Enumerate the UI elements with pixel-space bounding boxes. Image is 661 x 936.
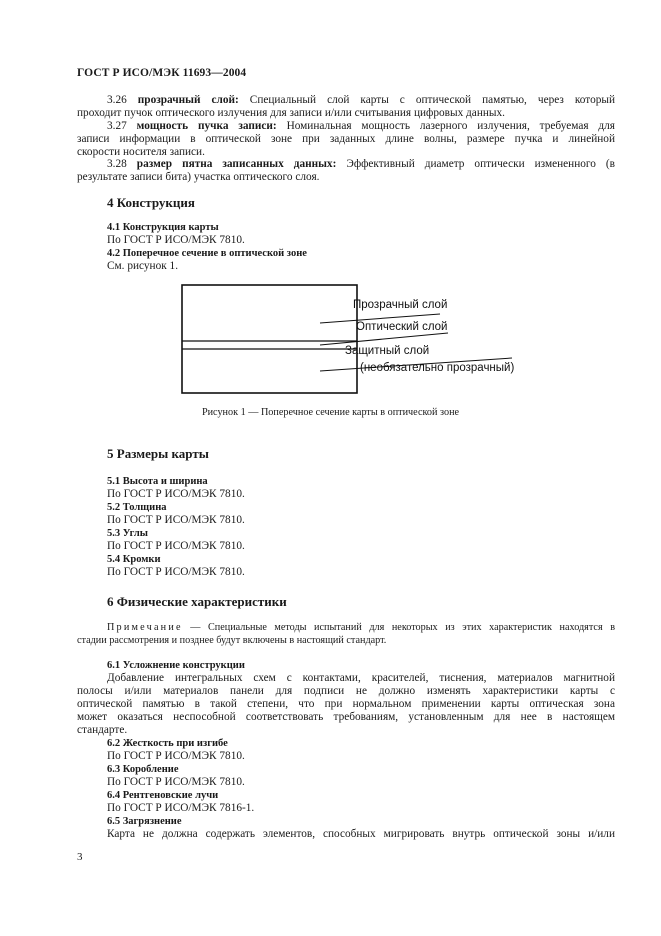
section-4-1-text: По ГОСТ Р ИСО/МЭК 7810.: [107, 234, 245, 246]
card-outline: [182, 285, 357, 393]
section-5-3-title: 5.3 Углы: [107, 528, 148, 539]
page-number: 3: [77, 851, 83, 863]
section-4-2-text: См. рисунок 1.: [107, 260, 179, 272]
section-4-heading: 4 Конструкция: [107, 195, 195, 210]
section-6-3-text: По ГОСТ Р ИСО/МЭК 7810.: [107, 776, 245, 788]
section-6-2-text: По ГОСТ Р ИСО/МЭК 7810.: [107, 750, 245, 762]
section-6-1-line-1: Добавление интегральных схем с контактами, красителей, тиснения, материалов магнитной: [107, 672, 615, 684]
section-6-2-title: 6.2 Жесткость при изгибе: [107, 738, 228, 749]
section-5-2-title: 5.2 Толщина: [107, 502, 167, 513]
section-4-1-title: 4.1 Конструкция карты: [107, 222, 219, 233]
section-5-4-title: 5.4 Кромки: [107, 554, 161, 565]
section-4-2-title: 4.2 Поперечное сечение в оптической зоне: [107, 248, 307, 259]
figure-caption: Рисунок 1 — Поперечное сечение карты в оптической зоне: [201, 407, 460, 418]
term-3-27-line-2: записи информации в оптической зоне при заданных длине волны, размере пучка и линейной: [77, 133, 615, 145]
note-label: Примечание: [107, 622, 183, 633]
section-5-1-text: По ГОСТ Р ИСО/МЭК 7810.: [107, 488, 245, 500]
section-6-4-title: 6.4 Рентгеновские лучи: [107, 790, 219, 801]
note-line-1: [107, 621, 615, 634]
term-3-28-line-2: результате записи бита) участка оптического слоя.: [77, 171, 320, 183]
term-definition: Специальный слой карты с оптической памятью, через который: [249, 94, 615, 106]
label-protective-layer: Защитный слой: [345, 345, 430, 357]
section-5-4-text: По ГОСТ Р ИСО/МЭК 7810.: [107, 566, 245, 578]
leader-optical-layer: [320, 333, 448, 345]
section-6-4-text: По ГОСТ Р ИСО/МЭК 7816-1.: [107, 802, 255, 814]
label-optical-layer: Оптический слой: [356, 321, 448, 333]
term-name: прозрачный слой:: [137, 94, 239, 106]
running-head: ГОСТ Р ИСО/МЭК 11693—2004: [77, 67, 247, 79]
section-5-2-text: По ГОСТ Р ИСО/МЭК 7810.: [107, 514, 245, 526]
note-text: — Специальные методы испытаний для некоторых из этих характеристик находятся в: [190, 622, 616, 633]
label-transparent-layer: Прозрачный слой: [353, 299, 448, 311]
section-6-5-title: 6.5 Загрязнение: [107, 816, 182, 827]
label-protective-note: (необязательно прозрачный): [360, 362, 515, 374]
term-number: 3.26: [107, 94, 127, 106]
section-6-5-text: Карта не должна содержать элементов, способных мигрировать внутрь оптической зоны и/или: [107, 828, 615, 840]
term-definition: Номинальная мощность лазерного излучения, требуемая для: [286, 120, 615, 132]
section-6-3-title: 6.3 Коробление: [107, 764, 179, 775]
section-6-1-line-3: оптической памятью в такой степени, что при нормальном применении карты оптическая зона: [77, 698, 615, 710]
note-line-2: стадии рассмотрения и позднее будут включены в настоящий стандарт.: [77, 635, 387, 646]
section-6-1-line-4: может оказаться неспособной соответствовать требованиям, установленным для нее в настоящем: [77, 711, 615, 723]
section-6-heading: 6 Физические характеристики: [107, 594, 287, 609]
term-name: мощность пучка записи:: [136, 120, 277, 132]
term-name: размер пятна записанных данных:: [136, 158, 337, 170]
term-number: 3.27: [107, 120, 127, 132]
section-5-heading: 5 Размеры карты: [107, 446, 209, 461]
section-5-1-title: 5.1 Высота и ширина: [107, 476, 208, 487]
term-number: 3.28: [107, 158, 127, 170]
section-6-1-title: 6.1 Усложнение конструкции: [107, 660, 245, 671]
term-3-27-line-3: скорости носителя записи.: [77, 146, 205, 158]
section-5-3-text: По ГОСТ Р ИСО/МЭК 7810.: [107, 540, 245, 552]
term-3-26-line-2: проходит пучок оптического излучения для записи и/или считывания цифровых данных.: [77, 107, 505, 119]
section-6-1-line-5: стандарте.: [77, 724, 128, 736]
term-definition: Эффективный диаметр оптически измененного (в: [346, 158, 616, 170]
section-6-1-line-2: полосы и/или материалов панели для подписи не должно изменять характеристики карты с: [77, 685, 615, 697]
